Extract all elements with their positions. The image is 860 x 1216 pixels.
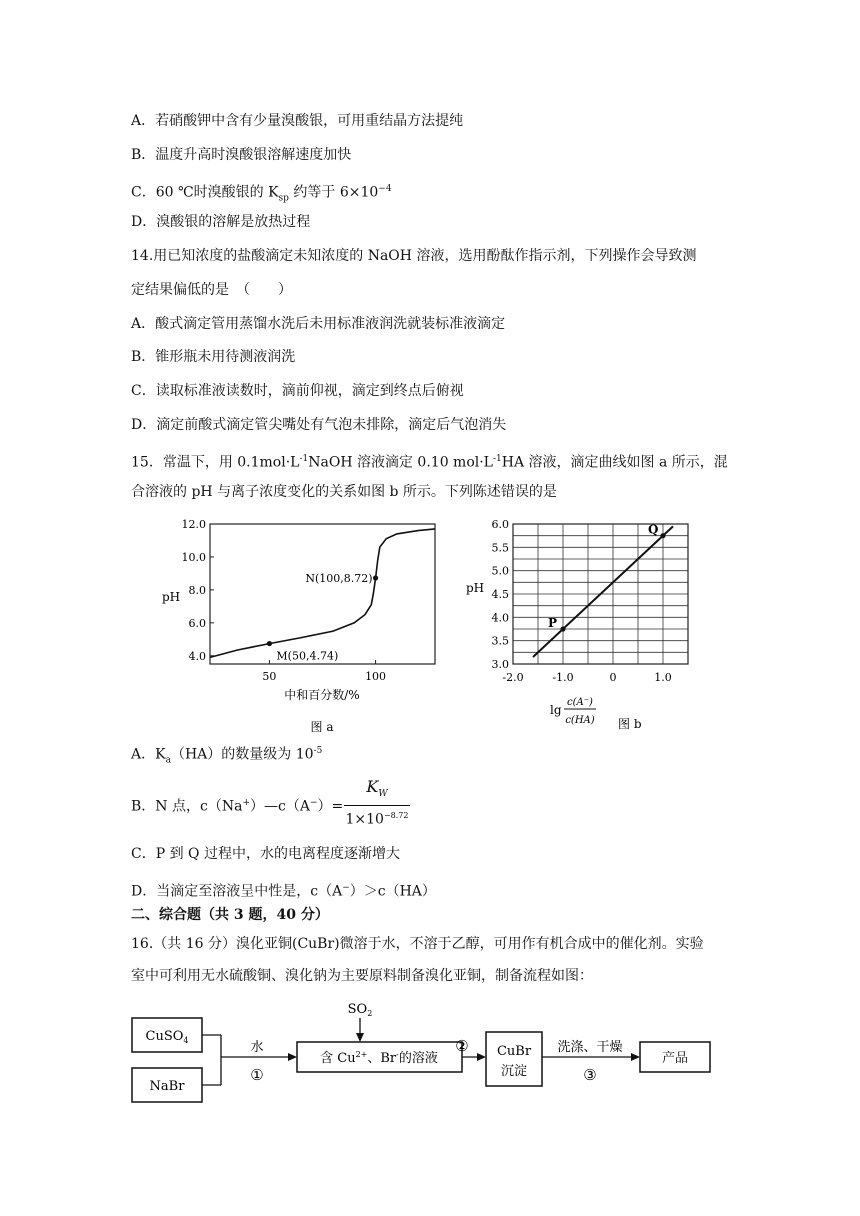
svg-text:c(HA): c(HA)	[565, 715, 595, 726]
chart-b-line	[533, 526, 673, 657]
q15-stem-line2: 合溶液的 pH 与离子浓度变化的关系如图 b 所示。下列陈述错误的是	[131, 484, 557, 500]
svg-text:c(A⁻): c(A⁻)	[567, 697, 593, 708]
chart-b	[458, 512, 718, 737]
q13-option-b: B．温度升高时溴酸银溶解速度加快	[131, 147, 352, 163]
chart-a-ytick-label: 8.0	[188, 583, 206, 597]
q16-line2: 室中可利用无水硫酸铜、溴化钠为主要原料制备溴化亚铜，制备流程如图：	[131, 968, 593, 984]
chart-a-caption: 图 a	[310, 720, 334, 734]
chart-a-point-label: N(100,8.72)	[305, 572, 373, 586]
flow-box-cuso4-label: CuSO$_4$	[145, 1029, 189, 1045]
chart-b-ytick-label: 5.5	[491, 541, 509, 555]
flow-arrowhead	[288, 1053, 297, 1061]
flow-diagram	[120, 996, 730, 1106]
flow-arrow-3-bottom: ③	[583, 1066, 597, 1084]
chart-b-xtick-label: 1.0	[654, 671, 672, 684]
chart-a-ytick-label: 4.0	[188, 649, 206, 663]
chart-a-xtick-label: 100	[365, 670, 387, 683]
q14-option-a: A．酸式滴定管用蒸馏水洗后未用标准液润洗就装标准液滴定	[131, 316, 506, 332]
q14-option-b: B．锥形瓶未用待测液润洗	[131, 349, 296, 365]
section-heading: 二、综合题（共 3 题，40 分）	[131, 907, 329, 923]
chart-b-ytick-label: 5.0	[491, 564, 509, 578]
q13-option-a: A．若硝酸钾中含有少量溴酸银，可用重结晶方法提纯	[131, 113, 464, 129]
chart-a-frame	[210, 524, 435, 664]
chart-b-ytick-label: 3.0	[491, 658, 509, 671]
flow-arrowhead	[356, 1033, 364, 1042]
chart-b-ytick-label: 4.5	[491, 588, 509, 601]
q15-option-d: D．当滴定至溶液呈中性是，c（A−）＞c（HA）	[131, 883, 436, 900]
chart-a-ylabel: pH	[162, 590, 181, 604]
chart-b-xtick-label: -2.0	[502, 671, 524, 684]
chart-a-point	[267, 641, 272, 646]
chart-b-point	[560, 626, 565, 631]
q15-option-b-fraction: $K_W$ $1\times 10^{-8.72}$	[345, 777, 409, 828]
q14-stem-line1: 14.用已知浓度的盐酸滴定未知浓度的 NaOH 溶液，选用酚酞作指示剂，下列操作会导致测	[131, 248, 697, 264]
q14-option-d: D．滴定前酸式滴定管尖嘴处有气泡未排除，滴定后气泡消失	[131, 417, 507, 433]
flow-box-solution-label: 含 $Cu^{2+}$、Br-的溶液	[320, 1050, 438, 1066]
chart-b-xtick-label: 0	[609, 671, 617, 684]
flow-box-cubr-line2: 沉淀	[500, 1064, 528, 1079]
chart-b-ylabel: pH	[466, 581, 485, 595]
chart-b-xtick-label: -1.0	[552, 671, 574, 684]
flow-arrow-1-top: 水	[250, 1040, 264, 1055]
flow-arrow-1-bottom: ①	[250, 1066, 264, 1084]
flow-arrow-2-top: ②	[455, 1037, 469, 1055]
flow-arrowhead	[631, 1053, 640, 1061]
chart-a-titration-curve	[210, 529, 435, 658]
chart-a-point-label: M(50,4.74)	[276, 649, 339, 663]
chart-b-ytick-label: 3.5	[491, 634, 509, 648]
chart-a-ytick-label: 6.0	[188, 616, 206, 630]
chart-a-point	[373, 575, 378, 580]
svg-text:lg: lg	[550, 703, 562, 717]
chart-a-xtick-label: 50	[262, 670, 277, 683]
chart-a-ytick-label: 10.0	[181, 550, 206, 564]
chart-b-ytick-label: 4.0	[491, 611, 509, 625]
flow-arrow-3-top: 洗涤、干燥	[557, 1040, 623, 1055]
flow-box-nabr-label: NaBr	[149, 1079, 185, 1094]
q16-line1: 16.（共 16 分）溴化亚铜(CuBr)微溶于水，不溶于乙醇，可用作有机合成中的催化剂。实验	[131, 936, 704, 952]
q15-option-c: C．P 到 Q 过程中，水的电离程度逐渐增大	[131, 846, 400, 862]
q13-option-d: D．溴酸银的溶解是放热过程	[131, 214, 311, 230]
chart-b-point-label: P	[548, 616, 558, 630]
q15-stem-line1: 15．常温下，用 $0.1mol\cdot L^{-1}NaOH$ 溶液滴定 0.10 $mol\cdot L^{-1}HA$ 溶液，滴定曲线如图 a 所示，混	[131, 454, 728, 471]
q14-stem-line2: 定结果偏低的是 （ ）	[131, 282, 292, 298]
q14-option-c: C．读取标准液读数时，滴前仰视，滴定到终点后俯视	[131, 383, 464, 399]
chart-a-xlabel: 中和百分数/%	[284, 688, 360, 702]
chart-b-point-label: Q	[648, 522, 659, 537]
q15-option-b: B．N 点，c（Na+）—c（A−）=	[131, 798, 344, 815]
flow-box-cubr-line1: CuBr	[496, 1044, 532, 1059]
flow-arrowhead	[477, 1053, 486, 1061]
chart-a	[150, 512, 450, 737]
chart-b-caption: 图 b	[618, 717, 642, 731]
chart-b-xlabel	[550, 697, 596, 726]
q15-option-a: A．$K_a(HA)$的数量级为 $10^{-5}$	[131, 746, 323, 766]
chart-b-ytick-label: 6.0	[491, 518, 509, 531]
chart-a-ytick-label: 12.0	[181, 518, 206, 531]
q13-option-c: C．60 ℃时溴酸银的 $K_{sp}$ 约等于 $6\times 10^{-4}$	[131, 184, 392, 204]
flow-so2-label: $SO_2$	[347, 1002, 373, 1018]
chart-b-point	[660, 533, 665, 538]
flow-box-product-label: 产品	[661, 1051, 689, 1066]
